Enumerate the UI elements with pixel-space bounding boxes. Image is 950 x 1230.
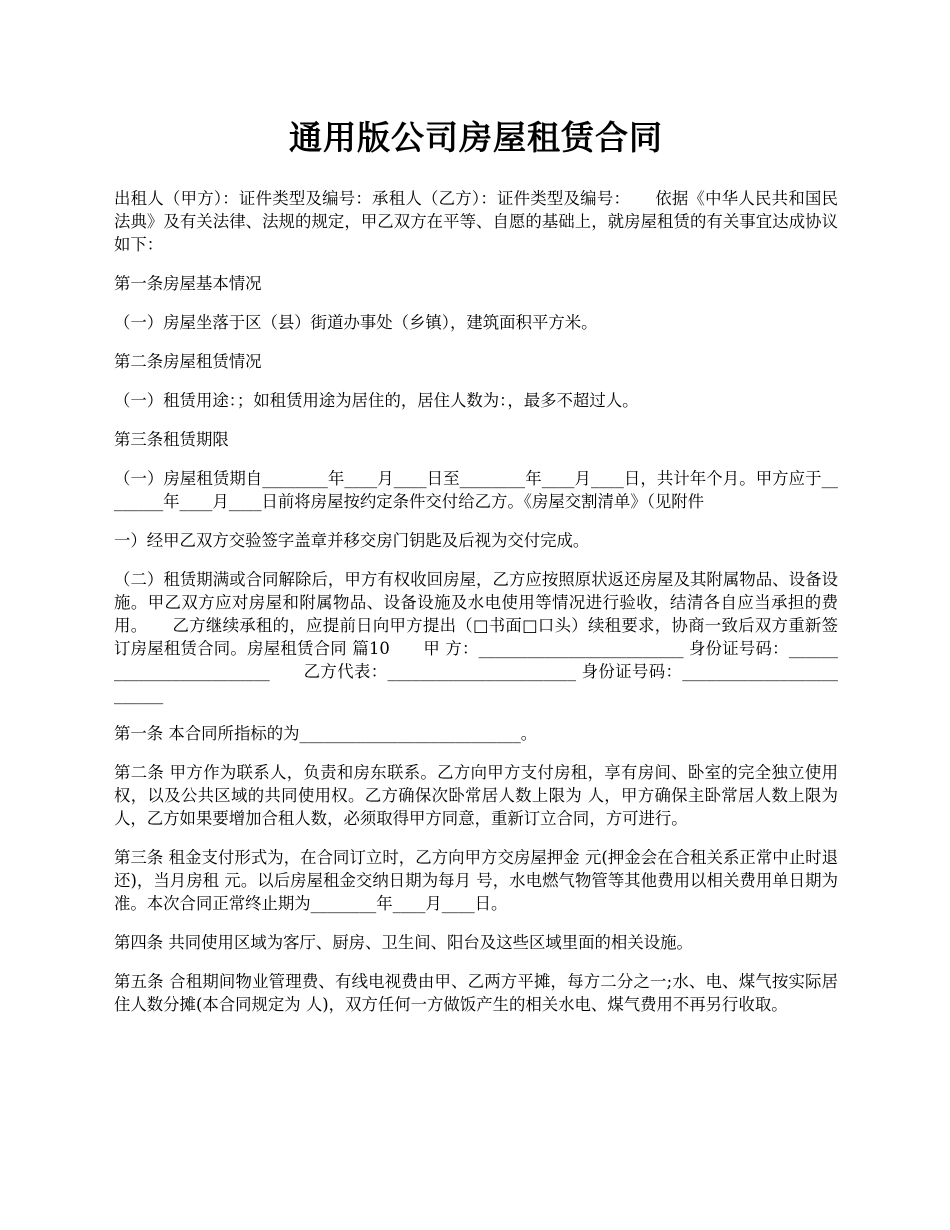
contract-b-article-2: 第二条 甲方作为联系人，负责和房东联系。乙方向甲方支付房租，享有房间、卧室的完全独立使用权，以及公共区域的共同使用权。乙方确保次卧常居人数上限为 人，甲方确保主卧常居人数上限为 人，乙方如果要增加合租人数，必须取得甲方同意，重新订立合同，方可进行。 xyxy=(114,763,838,828)
contract-b-article-1: 第一条 本合同所指标的为___________________________。 xyxy=(114,724,538,743)
article-1-heading: 第一条房屋基本情况 xyxy=(114,274,262,293)
document-title: 通用版公司房屋租赁合同 xyxy=(289,118,663,157)
article-2-heading: 第二条房屋租赁情况 xyxy=(114,352,262,371)
intro-paragraph: 出租人（甲方）：证件类型及编号：承租人（乙方）：证件类型及编号： 依据《中华人民共和国民法典》及有关法律、法规的规定，甲乙双方在平等、自愿的基础上，就房屋租赁的有关事宜达成协议如下： xyxy=(114,189,838,254)
article-3-clause-1-cont: 一）经甲乙双方交验签字盖章并移交房门钥匙及后视为交付完成。 xyxy=(114,531,590,550)
article-3-clause-2: （二）租赁期满或合同解除后，甲方有权收回房屋，乙方应按照原状返还房屋及其附属物品、设备设施。甲乙双方应对房屋和附属物品、设备设施及水电使用等情况进行验收，结清各自应当承担的费用。 乙方继续承租的，应提前日向甲方提出（□书面□口头）续租要求，协商一致后双方重新签订房屋租赁合同。房屋租赁合同 篇10 甲 方：_________________________ 身份证号码：_________________________ 乙方代表：_______________________ 身份证号码：_________________________ xyxy=(114,570,838,704)
contract-b-article-3: 第三条 租金支付形式为，在合同订立时，乙方向甲方交房屋押金 元(押金会在合租关系正常中止时退还)，当月房租 元。以后房屋租金交纳日期为每月 号，水电燃气物管等其他费用以相关费用单日期为准。本次合同正常终止期为________年____月____日。 xyxy=(114,848,838,913)
contract-b-article-5: 第五条 合租期间物业管理费、有线电视费由甲、乙两方平摊，每方二分之一;水、电、煤气按实际居住人数分摊(本合同规定为 人)，双方任何一方做饭产生的相关水电、煤气费用不再另行收取。 xyxy=(114,972,838,1014)
article-3-heading: 第三条租赁期限 xyxy=(114,430,229,449)
article-1-clause-1: （一）房屋坐落于区（县）街道办事处（乡镇），建筑面积平方米。 xyxy=(114,313,598,332)
contract-b-article-4: 第四条 共同使用区域为客厅、厨房、卫生间、阳台及这些区域里面的相关设施。 xyxy=(114,933,693,952)
article-2-clause-1: （一）租赁用途：；如租赁用途为居住的，居住人数为：，最多不超过人。 xyxy=(114,391,639,410)
article-3-clause-1: （一）房屋租赁期自________年____月____日至________年____月____日，共计年个月。甲方应于________年____月____日前将房屋按约定条件交付给乙方。《房屋交割清单》（见附件 xyxy=(114,469,838,511)
